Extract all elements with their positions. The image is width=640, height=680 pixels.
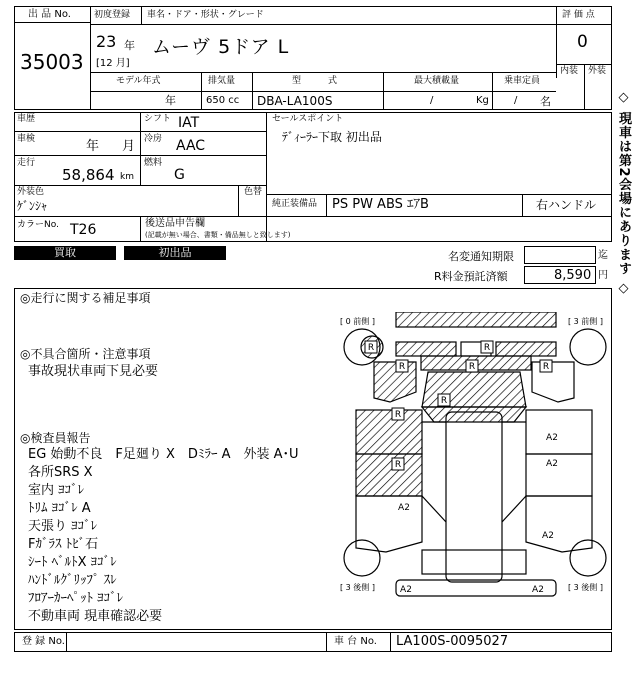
color-no-label: カラーNo. (17, 220, 59, 230)
interior-label: 内装 (560, 66, 579, 76)
roof (446, 412, 502, 582)
handle-value: 右ハンドル (536, 198, 597, 212)
door-rear-right (526, 454, 592, 496)
history-label: 車歴 (17, 114, 36, 124)
recycle-value: 8,590 (554, 268, 592, 283)
score-label: 評 価 点 (562, 10, 595, 20)
first-reg-year: 23 (96, 32, 117, 51)
after-market-label: 後送品申告欄 (145, 218, 205, 229)
front-bumper-side-left (396, 342, 456, 356)
inspector-line: EG 始動不良 F足廻り X Dﾐﾗｰ A 外装 A･U (28, 447, 299, 462)
color-change-label: 色替 (244, 187, 263, 197)
exterior-color-label: 外装色 (17, 187, 45, 197)
inspector-line: ﾊﾝﾄﾞﾙｸﾞﾘｯﾌﾟ ｽﾚ (28, 573, 117, 588)
defects-line: 事故現状車両下見必要 (28, 364, 159, 379)
diagram-rear-right-label: [ 3 後側 ] (568, 583, 603, 592)
mark-r: R (394, 460, 402, 470)
fender-front-right (532, 362, 574, 402)
name-change-label: 名変通知期限 (448, 250, 514, 263)
buy-badge: 買取 (14, 246, 116, 260)
first-reg-label: 初度登録 (94, 10, 131, 20)
max-load-label: 最大積載量 (414, 76, 460, 86)
inspection-month-unit: 月 (122, 139, 136, 154)
diagram-rear-left-label: [ 3 後側 ] (340, 583, 375, 592)
first-listing-badge: 初出品 (124, 246, 226, 260)
quarter-rear-right (526, 496, 592, 552)
wheel-front-right (570, 329, 606, 365)
mark-r: R (394, 410, 402, 420)
inspector-line: Fｶﾞﾗｽ ﾄﾋﾞ石 (28, 537, 99, 552)
mark-a2: A2 (400, 585, 412, 595)
car-name: ムーヴ 5ドア L (152, 36, 290, 58)
mark-a2: A2 (542, 531, 554, 541)
lot-number: 35003 (20, 50, 84, 74)
capacity-label: 乗車定員 (504, 76, 541, 86)
mark-a2: A2 (532, 585, 544, 595)
diagram-front-left-label: [ 0 前側 ] (340, 317, 375, 326)
inspector-line: 各所SRS X (28, 465, 93, 480)
first-reg-month: [12 月] (96, 58, 130, 69)
mark-a2: A2 (398, 503, 410, 513)
mileage-value: 58,864 (62, 166, 115, 184)
score-value: 0 (577, 32, 588, 52)
exterior-label: 外装 (588, 66, 607, 76)
inspector-line: 室内 ﾖｺﾞﾚ (28, 483, 85, 498)
windshield (422, 407, 526, 422)
side-notice-text: ◇ 現車は第2会場にあります ◇ (616, 90, 631, 298)
inspector-heading: ◎検査員報告 (20, 431, 91, 445)
chassis-label: 車 台 No. (334, 636, 377, 647)
fuel-label: 燃料 (144, 158, 163, 168)
inspector-line: 天張り ﾖｺﾞﾚ (28, 519, 98, 534)
max-load-unit: Kg (476, 95, 489, 106)
inspector-line: ｼｰﾄ ﾍﾞﾙﾄX ﾖｺﾞﾚ (28, 555, 117, 570)
defects-heading: ◎不具合箇所・注意事項 (20, 347, 151, 361)
displacement-label: 排気量 (208, 76, 236, 86)
lot-label: 出 品 No. (28, 9, 71, 20)
model-year-unit: 年 (165, 94, 176, 107)
carname-label: 車名・ドア・形状・グレード (147, 10, 264, 20)
first-reg-year-unit: 年 (124, 39, 135, 52)
name-change-unit: 迄 (598, 250, 608, 261)
footer-table (14, 632, 612, 652)
name-change-box (524, 246, 596, 264)
shift-label: シフト (144, 114, 172, 124)
type-label: 型 式 (292, 76, 338, 86)
exterior-color-value: ｹﾞﾝｼｬ (17, 199, 48, 213)
front-bumper-panel (396, 312, 556, 327)
inspection-year-unit: 年 (86, 139, 100, 154)
rear-gate (422, 550, 526, 574)
ac-value: AAC (176, 138, 206, 154)
inspector-line: ﾄﾘﾑ ﾖｺﾞﾚ A (28, 501, 91, 516)
mark-r: R (483, 343, 491, 353)
wheel-rear-left (344, 540, 380, 576)
wheel-rear-right (570, 540, 606, 576)
quarter-rear-left (356, 496, 422, 552)
sales-point-label: セールスポイント (272, 114, 344, 124)
door-front-right (526, 410, 592, 454)
mark-r: R (398, 362, 406, 372)
mark-r: R (367, 343, 375, 353)
door-front-left (356, 410, 422, 454)
mark-r: R (542, 362, 550, 372)
mark-r: R (440, 396, 448, 406)
inspection-label: 車検 (17, 134, 36, 144)
reg-no-label: 登 録 No. (22, 636, 65, 647)
recycle-label: R料金預託済額 (434, 270, 508, 283)
displacement-value: 650 cc (206, 95, 240, 106)
door-rear-left (356, 454, 422, 496)
max-load-value: / (430, 95, 434, 106)
after-market-note: (記載が無い場合、書類・備品無しと致します) (145, 231, 291, 239)
inspector-line: ﾌﾛｱｰｶｰﾍﾟｯﾄ ﾖｺﾞﾚ (28, 591, 124, 606)
mark-a2: A2 (546, 459, 558, 469)
genuine-equip-value: PS PW ABS ｴｱB (332, 197, 429, 212)
type-value: DBA-LA100S (257, 94, 333, 108)
inspector-line: 不動車両 現車確認必要 (28, 609, 163, 624)
capacity-value: / (514, 95, 518, 106)
color-no-value: T26 (70, 222, 97, 238)
mark-r: R (468, 362, 476, 372)
diagram-front-right-label: [ 3 前側 ] (568, 317, 603, 326)
mileage-label: 走行 (17, 158, 36, 168)
mark-a2: A2 (546, 433, 558, 443)
driving-heading: ◎走行に関する補足事項 (20, 291, 151, 305)
capacity-unit: 名 (540, 95, 551, 108)
front-bumper-side-right (496, 342, 556, 356)
fender-front-left (374, 362, 416, 402)
ac-label: 冷房 (144, 134, 163, 144)
recycle-unit: 円 (598, 270, 608, 281)
car-damage-diagram (336, 312, 612, 602)
mileage-unit: km (120, 172, 134, 182)
chassis-value: LA100S-0095027 (396, 634, 509, 649)
fuel-value: G (174, 167, 185, 183)
shift-value: IAT (178, 115, 200, 131)
sales-point-value: ﾃﾞｨｰﾗｰ下取 初出品 (282, 130, 382, 144)
genuine-equip-label: 純正装備品 (272, 199, 318, 209)
model-year-label: モデル年式 (116, 76, 161, 86)
